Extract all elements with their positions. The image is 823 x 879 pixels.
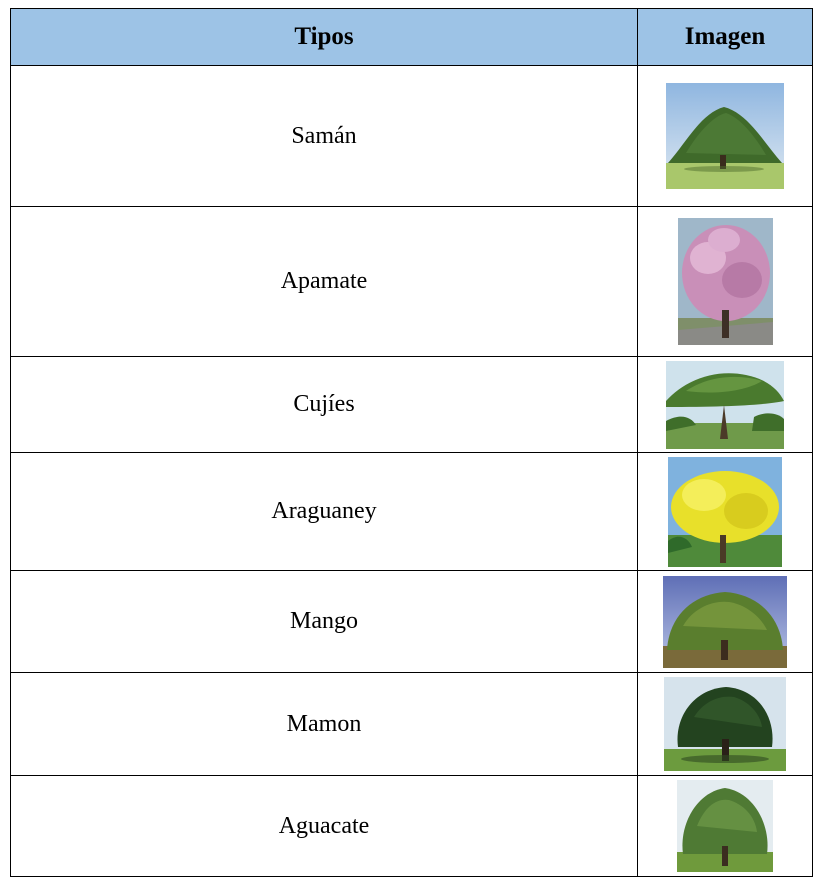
- tree-name: Samán: [11, 66, 638, 207]
- tree-image-cell: [638, 571, 813, 673]
- tree-name: Mango: [11, 571, 638, 673]
- tree-name: Cujíes: [11, 357, 638, 453]
- apamate-tree-photo: [678, 218, 773, 345]
- tree-name: Aguacate: [11, 776, 638, 877]
- header-imagen: Imagen: [638, 9, 813, 66]
- cujies-tree-photo: [666, 361, 784, 449]
- table-row: [11, 776, 813, 877]
- table-row: [11, 66, 813, 207]
- tree-image-cell: [638, 357, 813, 453]
- tree-image-cell: [638, 207, 813, 357]
- tree-name: Mamon: [11, 673, 638, 776]
- tree-image-cell: [638, 673, 813, 776]
- table-row: [11, 207, 813, 357]
- araguaney-tree-photo: [668, 457, 782, 567]
- table-row: [11, 453, 813, 571]
- trees-table: [10, 8, 813, 877]
- tree-image-cell: [638, 776, 813, 877]
- mango-tree-photo: [663, 576, 787, 668]
- tree-image-cell: [638, 66, 813, 207]
- saman-tree-photo: [666, 83, 784, 189]
- tree-image-cell: [638, 453, 813, 571]
- tree-name: Araguaney: [11, 453, 638, 571]
- aguacate-tree-photo: [677, 780, 773, 872]
- header-row: [11, 9, 813, 66]
- table-row: [11, 673, 813, 776]
- tree-name: Apamate: [11, 207, 638, 357]
- table-row: [11, 571, 813, 673]
- table-row: [11, 357, 813, 453]
- mamon-tree-photo: [664, 677, 786, 771]
- header-tipos: Tipos: [11, 9, 638, 66]
